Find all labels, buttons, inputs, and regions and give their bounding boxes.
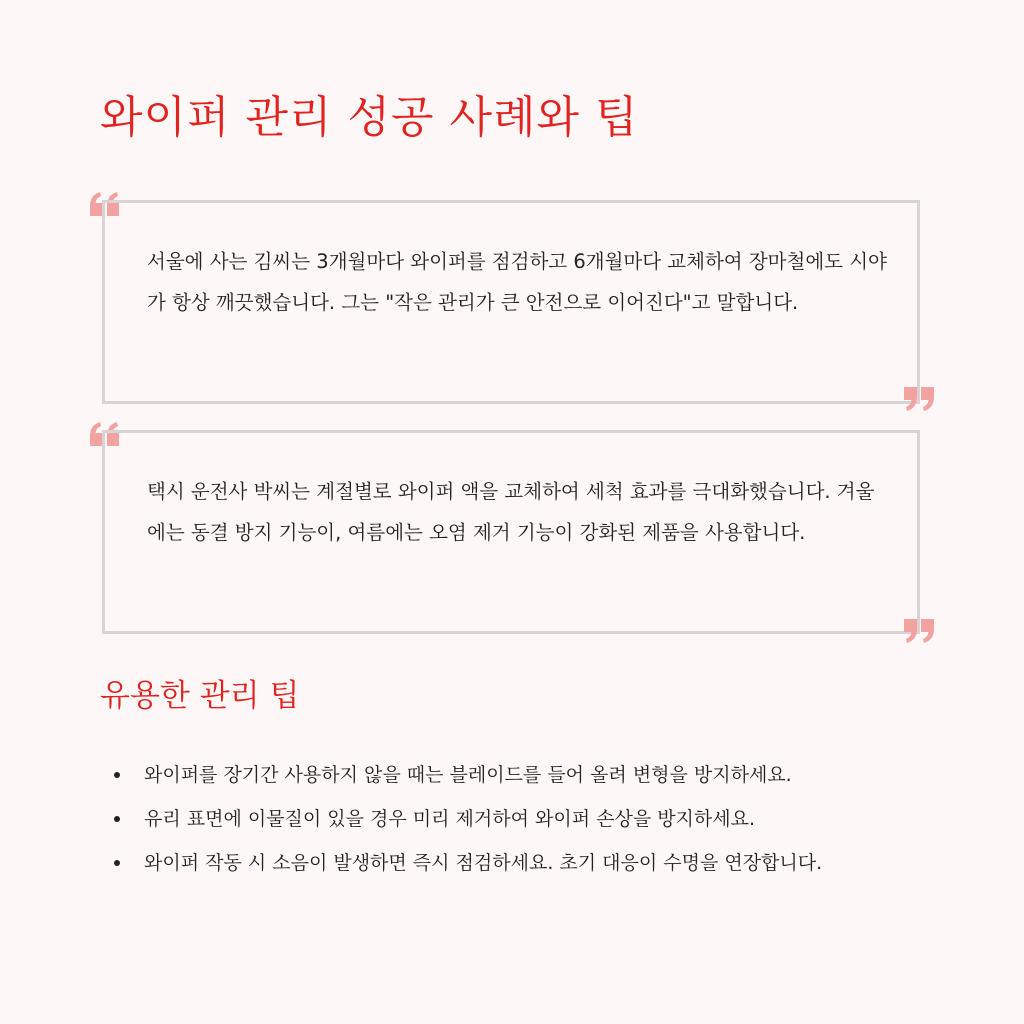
- quote-text: 서울에 사는 김씨는 3개월마다 와이퍼를 점검하고 6개월마다 교체하여 장마철에도 시야가 항상 깨끗했습니다. 그는 "작은 관리가 큰 안전으로 이어진다"고 말합니다.: [147, 250, 887, 314]
- list-item: [100, 844, 920, 882]
- quote-box: [102, 200, 920, 404]
- bullet-dot-icon: [114, 860, 120, 866]
- quote-box: [102, 430, 920, 634]
- tip-text: 와이퍼 작동 시 소음이 발생하면 즉시 점검하세요. 초기 대응이 수명을 연장합니다.: [144, 852, 823, 874]
- list-item: [100, 756, 920, 794]
- tip-text: 유리 표면에 이물질이 있을 경우 미리 제거하여 와이퍼 손상을 방지하세요.: [144, 808, 756, 830]
- tip-text: 와이퍼를 장기간 사용하지 않을 때는 블레이드를 들어 올려 변형을 방지하세요.: [144, 764, 792, 786]
- page-title: 와이퍼 관리 성공 사례와 팁: [100, 92, 639, 143]
- list-item: [100, 800, 920, 838]
- close-quote-icon: [902, 617, 936, 645]
- section-title: 유용한 관리 팁: [100, 678, 300, 714]
- bullet-dot-icon: [114, 772, 120, 778]
- quote-text: 택시 운전사 박씨는 계절별로 와이퍼 액을 교체하여 세척 효과를 극대화했습니다. 겨울에는 동결 방지 기능이, 여름에는 오염 제거 기능이 강화된 제품을 사용합니다.: [147, 480, 875, 544]
- close-quote-icon: [902, 385, 936, 413]
- tips-list: [100, 756, 920, 888]
- bullet-dot-icon: [114, 816, 120, 822]
